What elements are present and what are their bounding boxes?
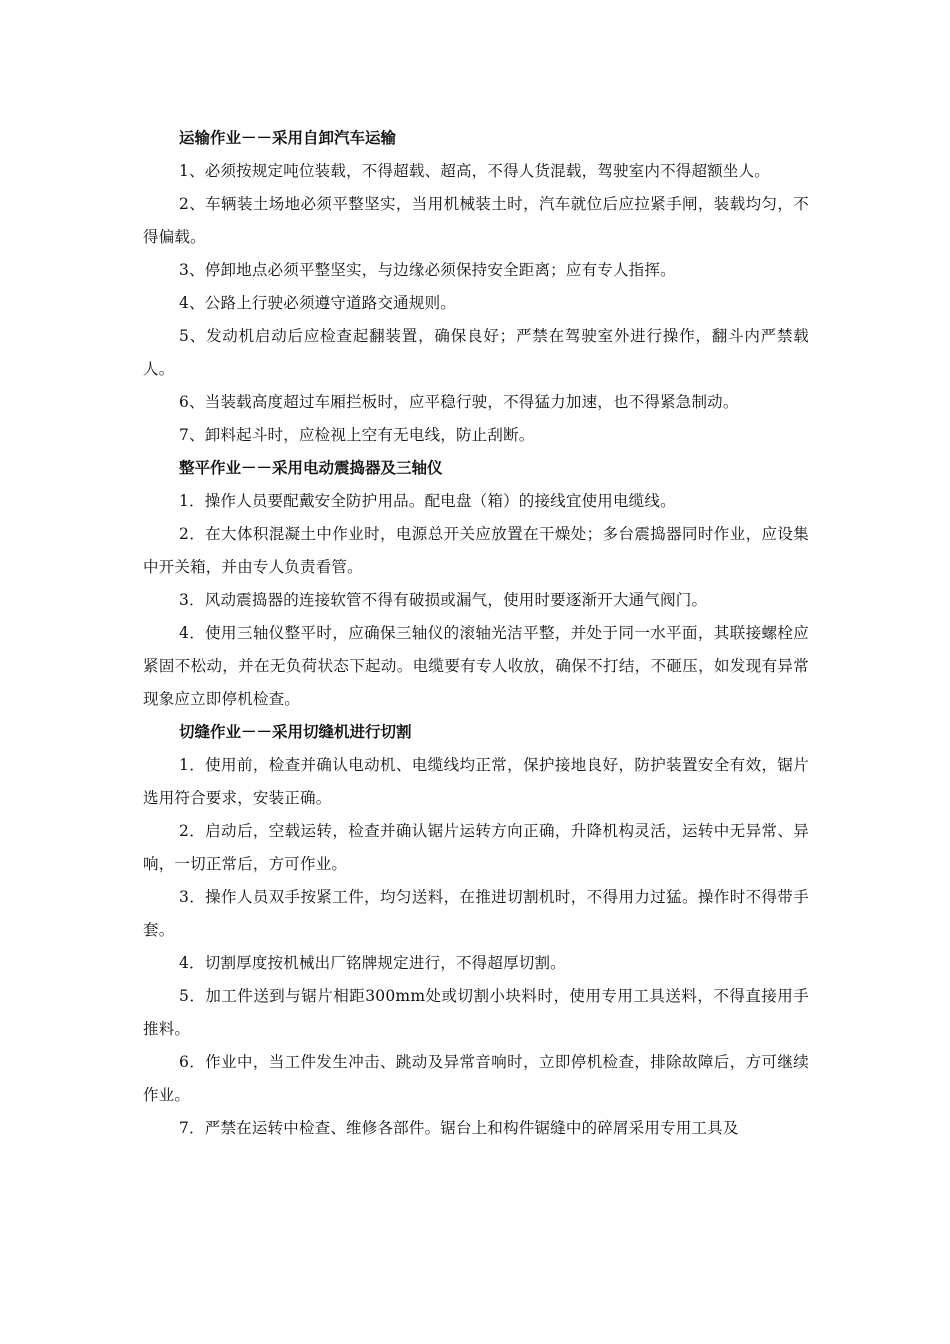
section-heading: 运输作业－－采用自卸汽车运输 [179,129,397,147]
list-item: 4．使用三轴仪整平时，应确保三轴仪的滚轴光洁平整，并处于同一水平面，其联接螺栓应紧固不松动，并在无负荷状态下起动。电缆要有专人收放，确保不打结，不砸压，如发现有异常现象应立即停机检查。 [143,624,809,708]
list-item: 2、车辆装土场地必须平整坚实，当用机械装土时，汽车就位后应拉紧手闸，装载均匀，不得偏载。 [143,195,809,246]
list-item: 2．在大体积混凝土中作业时，电源总开关应放置在干燥处；多台震捣器同时作业，应设集中开关箱，并由专人负责看管。 [143,525,809,576]
section-cutting [143,716,809,1145]
list-item: 7．严禁在运转中检查、维修各部件。锯台上和构件锯缝中的碎屑采用专用工具及 [179,1119,739,1137]
section-heading: 整平作业－－采用电动震捣器及三轴仪 [179,459,443,477]
list-item: 6、当装载高度超过车厢拦板时，应平稳行驶，不得猛力加速，也不得紧急制动。 [179,393,739,411]
list-item: 5、发动机启动后应检查起翻装置，确保良好；严禁在驾驶室外进行操作，翻斗内严禁载人。 [143,327,809,378]
list-item: 1．操作人员要配戴安全防护用品。配电盘（箱）的接线宜使用电缆线。 [179,492,676,510]
list-item: 3．风动震捣器的连接软管不得有破损或漏气，使用时要逐渐开大通气阀门。 [179,591,708,609]
list-item: 3、停卸地点必须平整坚实，与边缘必须保持安全距离；应有专人指挥。 [179,261,676,279]
list-item: 7、卸料起斗时，应检视上空有无电线，防止刮断。 [179,426,535,444]
list-item: 1．使用前，检查并确认电动机、电缆线均正常，保护接地良好，防护装置安全有效，锯片选用符合要求，安装正确。 [143,756,809,807]
list-item: 4、公路上行驶必须遵守道路交通规则。 [179,294,456,312]
list-item: 1、必须按规定吨位装载，不得超载、超高，不得人货混载，驾驶室内不得超额坐人。 [179,162,770,180]
section-leveling [143,452,809,716]
list-item: 5．加工件送到与锯片相距300mm处或切割小块料时，使用专用工具送料，不得直接用手推料。 [143,987,809,1038]
list-item: 2．启动后，空载运转，检查并确认锯片运转方向正确，升降机构灵活，运转中无异常、异响，一切正常后，方可作业。 [143,822,809,873]
section-transport [143,122,809,452]
section-heading: 切缝作业－－采用切缝机进行切割 [179,723,412,741]
list-item: 6．作业中，当工件发生冲击、跳动及异常音响时，立即停机检查，排除故障后，方可继续作业。 [143,1053,809,1104]
document-page [143,122,809,1145]
list-item: 4．切割厚度按机械出厂铭牌规定进行，不得超厚切割。 [179,954,566,972]
list-item: 3．操作人员双手按紧工件，均匀送料，在推进切割机时，不得用力过猛。操作时不得带手套。 [143,888,809,939]
